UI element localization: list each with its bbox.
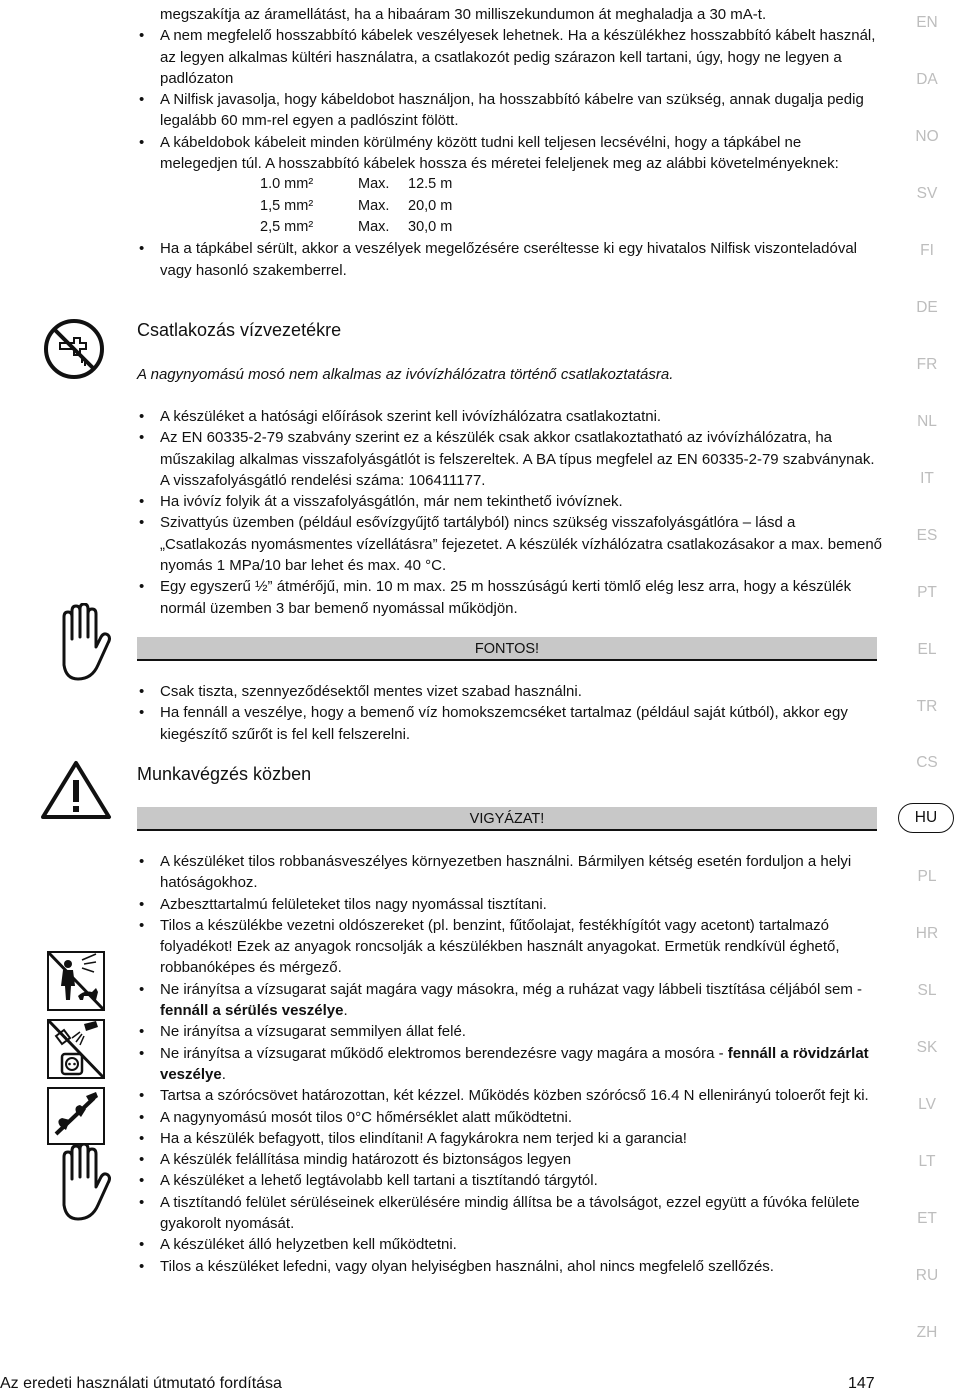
cable-max-cell: Max. (358, 197, 390, 214)
lang-lv[interactable]: LV (918, 1096, 936, 1113)
list-item: • A készüléket a lehető legtávolabb kell tartani a tisztítandó tárgytól. (137, 1170, 882, 1191)
list-item: • A tisztítandó felület sérüléseinek elkerülésére mindig állítsa be a távolságot, ezzel együtt a fúvóka felülete gyakorolt nyomását. (137, 1192, 882, 1235)
lang-sv[interactable]: SV (916, 185, 938, 202)
lang-et[interactable]: ET (917, 1210, 937, 1227)
list-item: • Ha a tápkábel sérült, akkor a veszélyek megelőzésére cseréltesse ki egy hivatalos Nilfisk viszonteladóval vagy hasonló szakemberrel. (137, 238, 882, 281)
lang-tr[interactable]: TR (916, 698, 938, 715)
list-item: • Ha fennáll a veszélye, hogy a bemenő víz homokszemcséket tartalmaz (például saját kútból), akkor egy kiegészítő szűrőt is fel kell felszerelni. (137, 702, 882, 745)
lang-no[interactable]: NO (915, 128, 939, 145)
list-item: • Ha ivóvíz folyik át a visszafolyásgátlón, már nem tekinthető ivóvíznek. (137, 491, 882, 512)
lang-nl[interactable]: NL (917, 413, 937, 430)
lang-de[interactable]: DE (916, 299, 938, 316)
water-section (137, 406, 882, 619)
lang-fi[interactable]: FI (920, 242, 934, 259)
lang-es[interactable]: ES (916, 527, 938, 544)
cable-length-cell: 30,0 m (408, 218, 453, 235)
work-section (137, 851, 882, 1277)
continued-text: megszakítja az áramellátást, ha a hibaáram 30 milliszekundumon át meghaladja a 30 mA-t. (160, 6, 767, 23)
lang-da[interactable]: DA (916, 71, 938, 88)
lang-el[interactable]: EL (917, 641, 937, 658)
clothing-text: Ne irányítsa a vízsugarat saját magára vagy másokra, még a ruházat vagy lábbeli tisztítása céljából sem - (160, 980, 862, 998)
list-item (137, 1043, 882, 1086)
important-box: FONTOS! (137, 637, 877, 661)
list-item: • Ha a készülék befagyott, tilos elindítani! A fagykárokra nem terjed ki a garancia! (137, 1128, 882, 1149)
lang-sk[interactable]: SK (916, 1039, 938, 1056)
stop-hand-icon (50, 1143, 112, 1223)
electric-text: Ne irányítsa a vízsugarat működő elektromos berendezésre vagy magára a mosóra - (160, 1044, 728, 1062)
lang-zh[interactable]: ZH (916, 1324, 938, 1341)
lang-pt[interactable]: PT (917, 584, 937, 601)
list-item: • Tilos a készülékbe vezetni oldószereket (pl. benzint, fűtőolajat, festékhígítót vagy acetont) tartalmazó folyadékot! Ezek az anyagok roncsolják a készülékben használt anyagokat. Ermetük rendkívül éghető, robbanóképes és mérgező. (137, 915, 882, 979)
list-item (137, 979, 882, 1022)
lang-it[interactable]: IT (920, 470, 934, 487)
cable-max-cell: Max. (358, 218, 390, 235)
cable-length-cell: 12.5 m (408, 176, 453, 193)
cable-section-cell: 1.0 mm² (260, 176, 314, 193)
lang-cs[interactable]: CS (916, 754, 938, 771)
lang-en[interactable]: EN (916, 14, 938, 31)
cable-max-cell: Max. (358, 176, 390, 193)
language-sidebar (894, 0, 960, 1390)
list-item: • A készüléket tilos robbanásveszélyes környezetben használni. Bármilyen kétség esetén forduljon a helyi hatóságokhoz. (137, 851, 882, 894)
list-item: • Csak tiszta, szennyeződésektől mentes vizet szabad használni. (137, 681, 882, 702)
clothing-end: . (343, 1002, 348, 1020)
lang-sl[interactable]: SL (917, 982, 937, 999)
table-row (260, 196, 466, 217)
important-list (137, 681, 882, 745)
important-section (137, 681, 882, 745)
list-item: • A kábeldobok kábeleit minden körülmény között tudni kell teljesen lecsévélni, hogy a tápkábel ne melegedjen túl. A hosszabbító kábelek hossza és méretei feleljenek meg az alábbi követelményeknek: (137, 132, 882, 175)
lang-hr[interactable]: HR (915, 925, 939, 942)
cable-section (137, 4, 882, 281)
lang-pl[interactable]: PL (917, 868, 937, 885)
cable-section-cell: 1,5 mm² (260, 197, 314, 214)
list-item: • A készüléket a hatósági előírások szerint kell ivóvízhálózatra csatlakoztatni. (137, 406, 882, 427)
list-item: • Egy egyszerű ½” átmérőjű, min. 10 m max. 25 m hosszúságú kerti tömlő elég lesz arra, hogy a készülék normál üzemben 3 bar bemenő nyomással működjön. (137, 576, 882, 619)
list-item: • Tartsa a szórócsövet határozottan, két kézzel. Működés közben szórócső 16.4 N ellenirányú toloerőt fejt ki. (137, 1085, 882, 1106)
lang-lt[interactable]: LT (918, 1153, 936, 1170)
hold-with-two-hands-icon (46, 1086, 106, 1146)
cable-size-table (260, 174, 466, 238)
no-drinking-water-tap-icon (42, 317, 106, 381)
table-row (260, 217, 466, 238)
page-number: 147 (848, 1375, 875, 1392)
cable-list-end (137, 238, 882, 281)
lang-fr[interactable]: FR (916, 356, 938, 373)
list-item: • A nem megfelelő hosszabbító kábelek veszélyesek lehetnek. Ha a készülékhez hosszabbító kábelt használ, az legyen alkalmas kültéri használatra, a csatlakozót pedig szárazon kell tartani, úgy, hogy ne legyen a padlózaton (137, 25, 882, 89)
stop-hand-icon (50, 603, 112, 683)
list-item: • A nagynyomású mosót tilos 0°C hőmérséklet alatt működtetni. (137, 1107, 882, 1128)
list-item: • Tilos a készüléket lefedni, vagy olyan helyiségben használni, ahol nincs megfelelő szellőzés. (137, 1256, 882, 1277)
list-item: • A Nilfisk javasolja, hogy kábeldobot használjon, ha hosszabbító kábelre van szükség, annak dugalja pedig legalább 60 mm-rel egyen a padlószint fölött. (137, 89, 882, 132)
footer-translation-note: Az eredeti használati útmutató fordítása (0, 1375, 282, 1392)
water-subtitle: A nagynyomású mosó nem alkalmas az ivóvízhálózatra történő csatlakoztatásra. (137, 366, 674, 383)
electric-warning: fennáll a rövidzárlat veszélye (160, 1044, 869, 1083)
no-spray-electric-socket-icon (46, 1018, 106, 1080)
no-spray-people-animals-icon (46, 950, 106, 1012)
cable-section-cell: 2,5 mm² (260, 218, 314, 235)
list-item: • A készüléket álló helyzetben kell működtetni. (137, 1234, 882, 1255)
lang-hu-active[interactable]: HU (898, 803, 954, 833)
clothing-warning: fennáll a sérülés veszélye (160, 1002, 344, 1020)
list-item: • Szivattyús üzemben (például esővízgyűjtő tartályból) nincs szükség visszafolyásgátlóra – lásd a „Csatlakozás nyomásmentes vízellátásra” fejezetet. A készülék vízhálózatra csatlakozásakor a max. bemenő nyomás 1 MPa/10 bar lehet és max. 40 °C. (137, 512, 882, 576)
warning-triangle-icon (40, 760, 112, 820)
water-heading: Csatlakozás vízvezetékre (137, 320, 342, 340)
table-row (260, 174, 466, 195)
electric-end: . (221, 1065, 226, 1083)
list-item: • Ne irányítsa a vízsugarat semmilyen állat felé. (137, 1021, 882, 1042)
list-item: • Azbeszttartalmú felületeket tilos nagy nyomással tisztítani. (137, 894, 882, 915)
work-list (137, 851, 882, 1277)
list-item: • A készülék felállítása mindig határozott és biztonságos legyen (137, 1149, 882, 1170)
work-heading: Munkavégzés közben (137, 764, 312, 784)
cable-length-cell: 20,0 m (408, 197, 453, 214)
water-list (137, 406, 882, 619)
cable-list (137, 25, 882, 174)
caution-box: VIGYÁZAT! (137, 807, 877, 831)
lang-ru[interactable]: RU (915, 1267, 939, 1284)
list-item: • Az EN 60335-2-79 szabvány szerint ez a készülék csak akkor csatlakoztatható az ivóvízhálózatra, ha műszakilag alkalmas visszafolyásgátlót is felszereltek. A BA típus megfelel az EN 60335-2-79 szabványnak. A visszafolyásgátló rendelési száma: 106411177. (137, 427, 882, 491)
